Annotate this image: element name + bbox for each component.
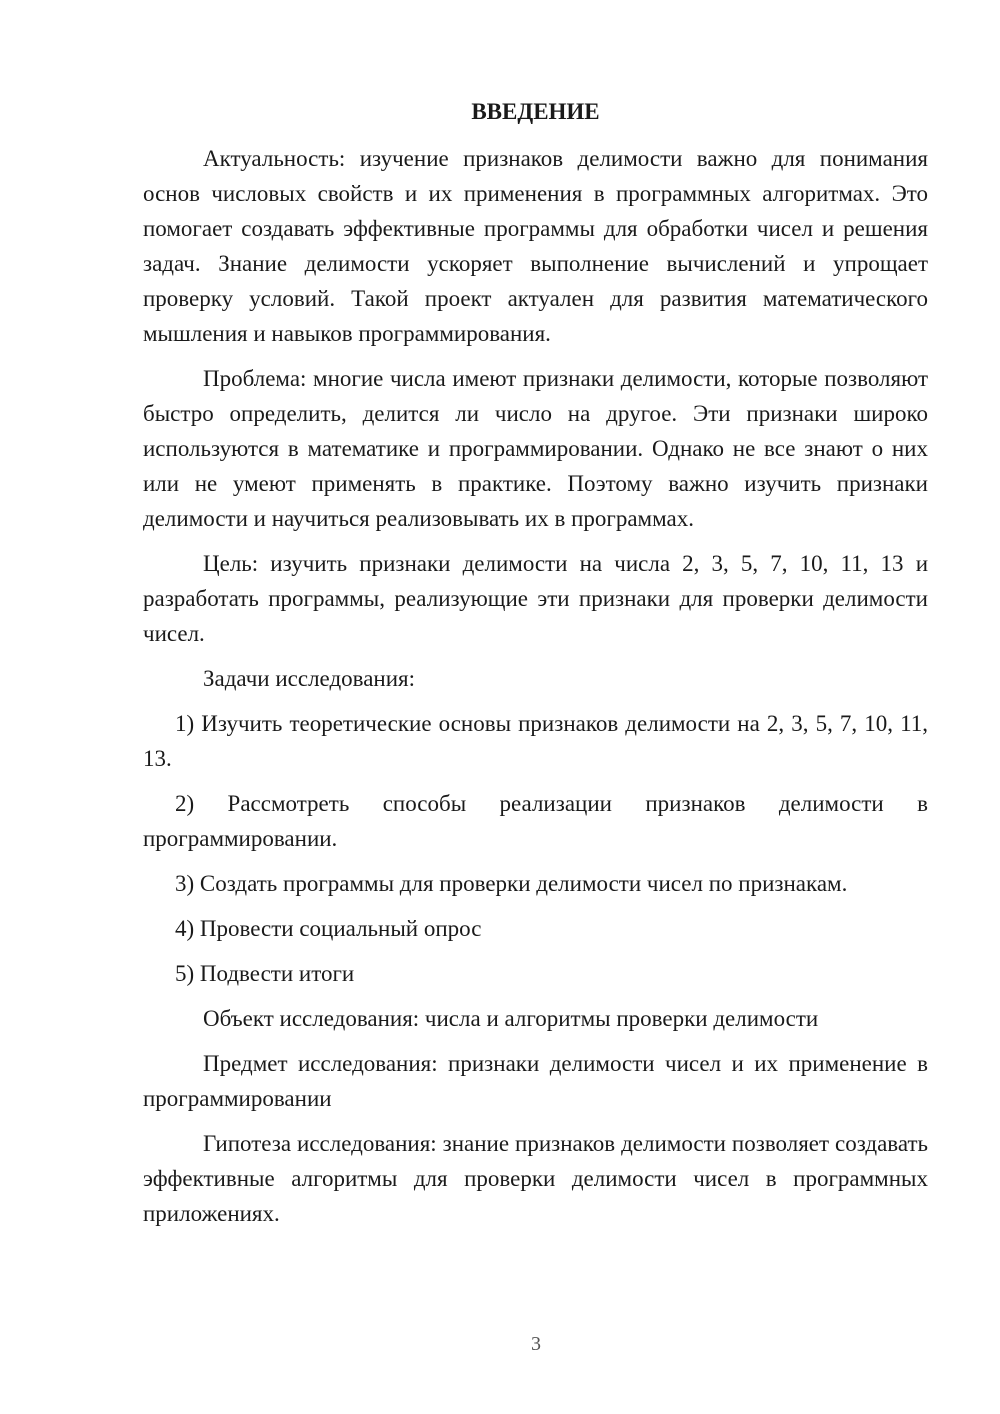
research-hypothesis: Гипотеза исследования: знание признаков делимости позволяет создавать эффективные алгоритмы для проверки делимости чисел в программных приложениях.: [143, 1131, 928, 1226]
task-item-2: 2) Рассмотреть способы реализации признаков делимости в программировании.: [143, 791, 928, 851]
research-object: Объект исследования: числа и алгоритмы проверки делимости: [203, 1006, 819, 1031]
page-content: [143, 94, 928, 1241]
goal-paragraph: Цель: изучить признаки делимости на числа 2, 3, 5, 7, 10, 11, 13 и разработать программы, реализующие эти признаки для проверки делимости чисел.: [143, 551, 928, 646]
relevance-paragraph: Актуальность: изучение признаков делимости важно для понимания основ числовых свойств и их применения в программных алгоритмах. Это помогает создавать эффективные программы для обработки чисел и решения задач. Знание делимости ускоряет выполнение вычислений и упрощает проверку условий. Такой проект актуален для развития математического мышления и навыков программирования.: [143, 146, 928, 346]
problem-paragraph: Проблема: многие числа имеют признаки делимости, которые позволяют быстро определить, делится ли число на другое. Эти признаки широко используются в математике и программировании. Однако не все знают о них или не умеют применять в практике. Поэтому важно изучить признаки делимости и научиться реализовывать их в программах.: [143, 366, 928, 531]
research-subject: Предмет исследования: признаки делимости чисел и их применение в программировании: [143, 1051, 928, 1111]
tasks-heading: Задачи исследования:: [203, 666, 416, 691]
page-number: 3: [531, 1333, 541, 1355]
task-item-5: 5) Подвести итоги: [175, 961, 355, 986]
task-item-3: 3) Создать программы для проверки делимости чисел по признакам.: [175, 871, 848, 896]
page-title: ВВЕДЕНИЕ: [471, 99, 600, 124]
task-item-1: 1) Изучить теоретические основы признаков делимости на 2, 3, 5, 7, 10, 11, 13.: [143, 711, 928, 771]
task-item-4: 4) Провести социальный опрос: [175, 916, 482, 941]
